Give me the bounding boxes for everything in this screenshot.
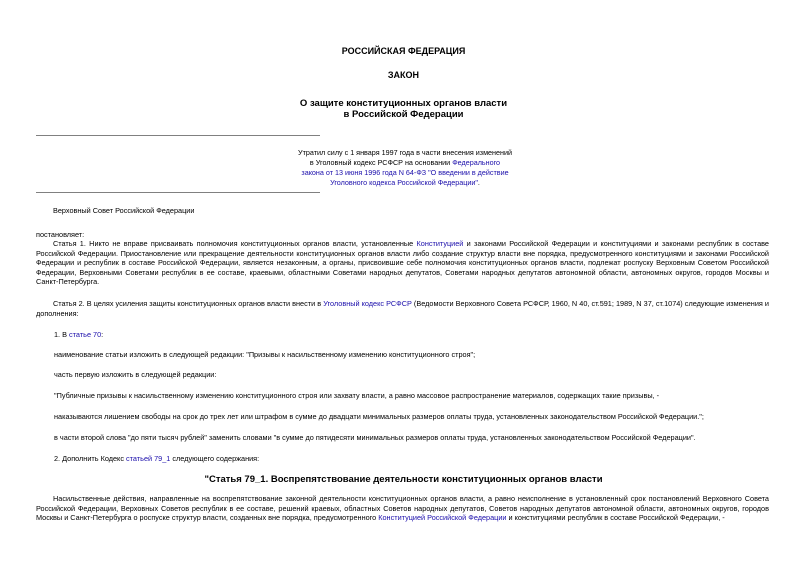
article-70-link[interactable]: статье 70 (69, 330, 102, 339)
constitution-link[interactable]: Конституцией (416, 239, 464, 248)
item-2: 2. Дополнить Кодекс статьей 79_1 следующего содержания: (54, 454, 260, 463)
article-2: Статья 2. В целях усиления защиты конституционных органов власти внести в Уголовный кодекс РСФСР (Ведомости Верховного Совета РСФСР, 1960, N 40, ст.591; 1989, N 37, ст.1074) следующие изменения и дополнения: (36, 299, 769, 318)
article-79-1-title: "Статья 79_1. Воспрепятствование деятельности конституционных органов власти (204, 474, 603, 485)
quote-2: наказываются лишением свободы на срок до трех лет или штрафом в сумме до двадцати минимальных размеров оплаты труда, установленных законодательством Российской Федерации."; (54, 412, 704, 421)
header-country: РОССИЙСКАЯ ФЕДЕРАЦИЯ (341, 46, 466, 56)
rename-line: наименование статьи изложить в следующей редакции: "Призывы к насильственному изменению конституционного строя"; (54, 350, 476, 359)
federal-law-link-cont[interactable]: закона от 13 июня 1996 года N 64-ФЗ "О введении в действие (301, 168, 509, 177)
quote-1: "Публичные призывы к насильственному изменению конституционного строя или захвату власти, а равно массовое распространение материалов, содержащих такие призывы, - (54, 391, 660, 400)
article-79-1-text: Насильственные действия, направленные на воспрепятствование законной деятельности конституционных органов власти, а равно неисполнение в установленный срок постановлений Верховного Совета Российской Федерации, Верховных Советов республик в ее составе, решений краевых, областных Советов народных депутатов, Советов народных депутатов автономной области, автономных округов, городов Москвы и Санкт-Петербурга о роспуске структур власти, созданных вне порядка, предусмотренного Конституцией Российской Федерации и конституциями республик в составе Российской Федерации, - (36, 494, 769, 523)
criminal-code-link[interactable]: Уголовного кодекса Российской Федерации" (330, 178, 478, 187)
rf-constitution-link[interactable]: Конституцией Российской Федерации (378, 513, 507, 523)
note-line-3 (255, 168, 555, 178)
council-line: Верховный Совет Российской Федерации (53, 206, 195, 215)
resolves-line: постановляет: (36, 230, 85, 239)
title-line-1: О защите конституционных органов власти (299, 98, 508, 109)
part1-line: часть первую изложить в следующей редакции: (54, 370, 217, 379)
header-doc-type: ЗАКОН (387, 70, 420, 80)
bottom-divider (36, 192, 320, 193)
federal-law-link[interactable]: Федерального (452, 158, 501, 167)
note-line-1: Утратил силу с 1 января 1997 года в части внесения изменений (298, 148, 512, 157)
top-divider (36, 135, 320, 136)
title-line-2: в Российской Федерации (343, 109, 464, 120)
repeal-note (255, 148, 555, 188)
article-79-1-link[interactable]: статьей 79_1 (126, 454, 171, 463)
article-1: Статья 1. Никто не вправе присваивать полномочия конституционных органов власти, установленные Конституцией и законами Российской Федерации и конституциями и законами республик в составе Российской Федерации. Приостановление или прекращение деятельности конституционных органов власти либо создание структур власти вне порядка, предусмотренного конституциями и законами Российской Федерации и республик в составе Российской Федерации, является незаконным, а органы, присвоившие себе полномочия конституционных органов власти, подлежат роспуску Верховным Советом Российской Федерации, Верховными Советами республик в ее составе, краевыми, областными Советами народных депутатов, Советами народных депутатов автономной области, автономных округов, городов Москвы и Санкт-Петербурга. (36, 239, 769, 287)
note-line-2: в Уголовный кодекс РСФСР на основании Федерального (309, 158, 501, 167)
item-1: 1. В статье 70: (54, 330, 104, 339)
part2-line: в части второй слова "до пяти тысяч рублей" заменить словами "в сумме до пятидесяти минимальных размеров оплаты труда, установленных законодательством Российской Федерации". (54, 433, 696, 442)
rsfsr-criminal-code-link[interactable]: Уголовный кодекс РСФСР (323, 299, 412, 308)
header-title (0, 98, 807, 120)
note-line-4: Уголовного кодекса Российской Федерации". (330, 178, 480, 187)
